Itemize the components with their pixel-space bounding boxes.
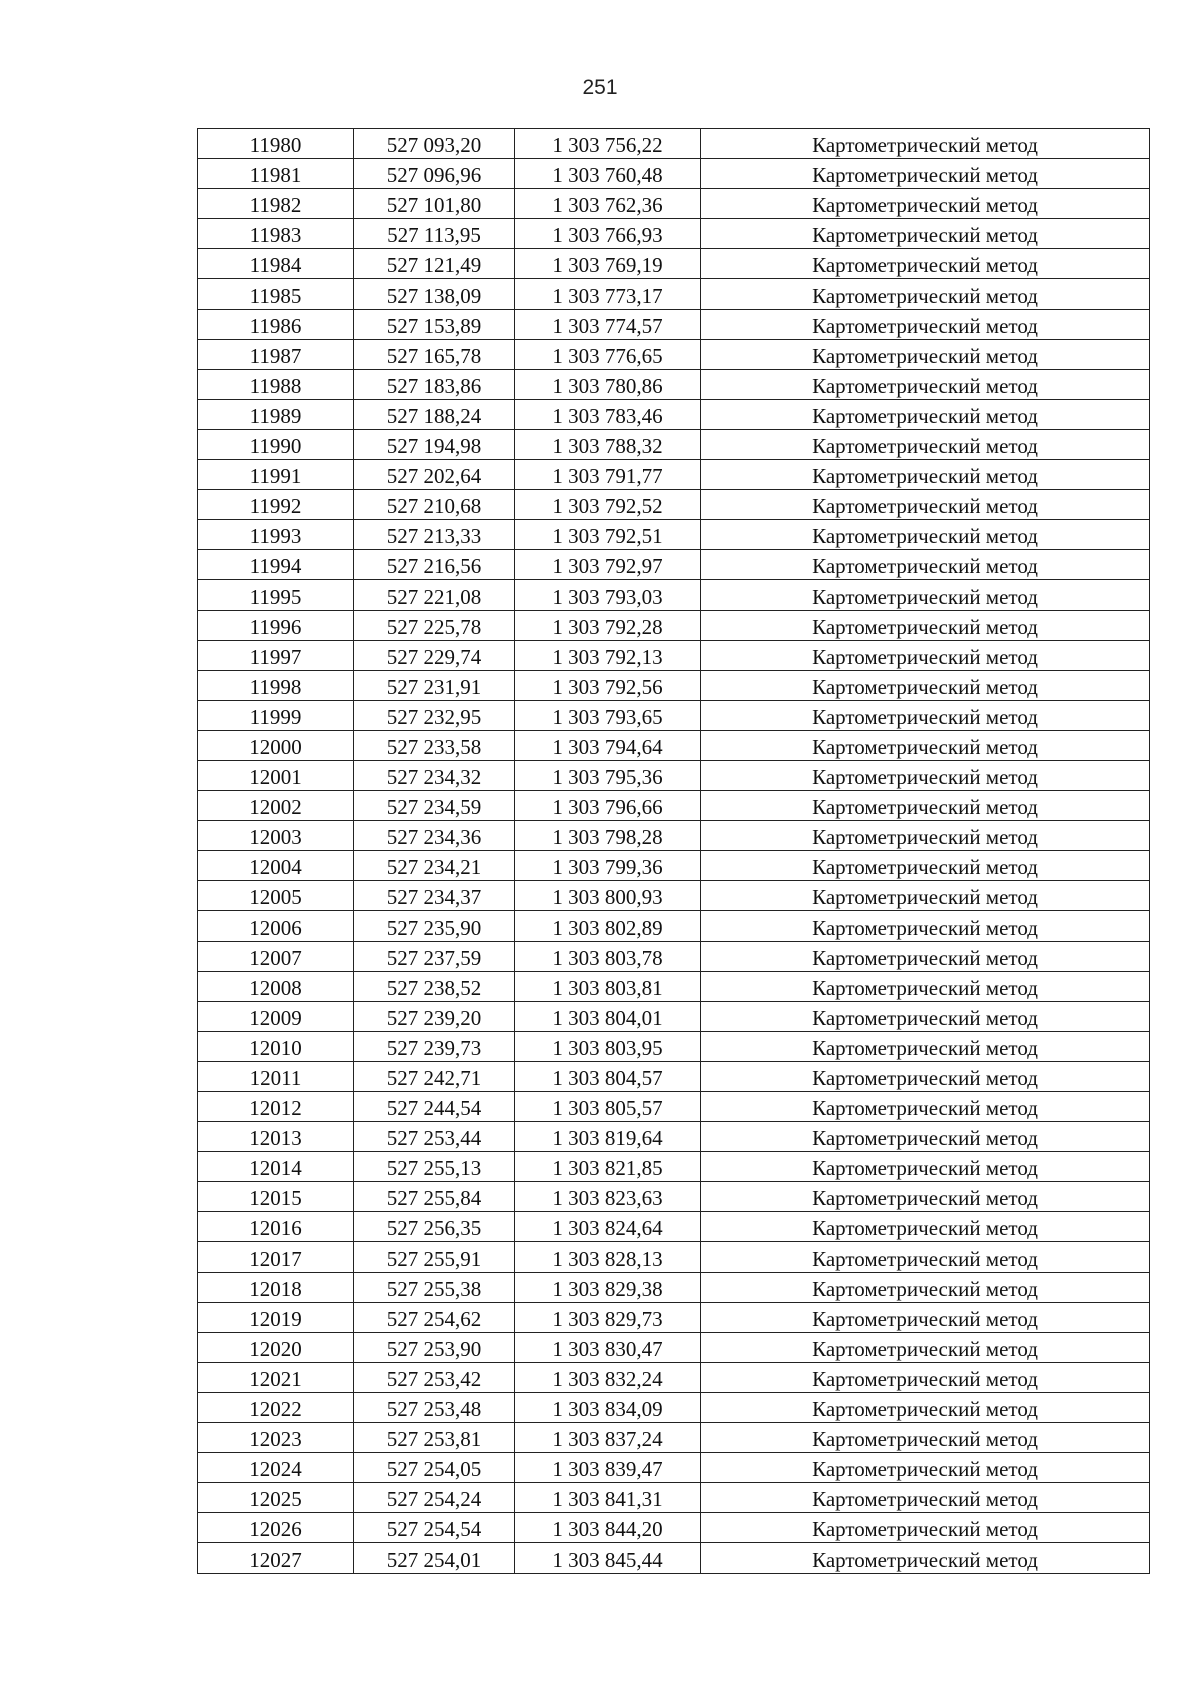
table-row <box>198 1392 1150 1422</box>
point-number-cell: 11987 <box>198 339 354 369</box>
table-row <box>198 159 1150 189</box>
x-coordinate-cell: 527 239,73 <box>354 1031 515 1061</box>
method-cell: Картометрический метод <box>701 1061 1150 1091</box>
y-coordinate-cell: 1 303 795,36 <box>515 760 701 790</box>
table-row <box>198 1302 1150 1332</box>
point-number-cell: 12002 <box>198 791 354 821</box>
x-coordinate-cell: 527 234,59 <box>354 791 515 821</box>
x-coordinate-cell: 527 231,91 <box>354 670 515 700</box>
point-number-cell: 12024 <box>198 1453 354 1483</box>
x-coordinate-cell: 527 202,64 <box>354 460 515 490</box>
method-cell: Картометрический метод <box>701 1453 1150 1483</box>
x-coordinate-cell: 527 183,86 <box>354 369 515 399</box>
y-coordinate-cell: 1 303 832,24 <box>515 1362 701 1392</box>
method-cell: Картометрический метод <box>701 279 1150 309</box>
method-cell: Картометрический метод <box>701 1332 1150 1362</box>
point-number-cell: 12014 <box>198 1152 354 1182</box>
x-coordinate-cell: 527 138,09 <box>354 279 515 309</box>
x-coordinate-cell: 527 254,24 <box>354 1483 515 1513</box>
y-coordinate-cell: 1 303 841,31 <box>515 1483 701 1513</box>
method-cell: Картометрический метод <box>701 249 1150 279</box>
point-number-cell: 11997 <box>198 640 354 670</box>
method-cell: Картометрический метод <box>701 159 1150 189</box>
method-cell: Картометрический метод <box>701 610 1150 640</box>
y-coordinate-cell: 1 303 792,28 <box>515 610 701 640</box>
point-number-cell: 11991 <box>198 460 354 490</box>
y-coordinate-cell: 1 303 829,73 <box>515 1302 701 1332</box>
y-coordinate-cell: 1 303 844,20 <box>515 1513 701 1543</box>
table-row <box>198 1513 1150 1543</box>
x-coordinate-cell: 527 237,59 <box>354 941 515 971</box>
point-number-cell: 11981 <box>198 159 354 189</box>
x-coordinate-cell: 527 101,80 <box>354 189 515 219</box>
table-row <box>198 1543 1150 1573</box>
point-number-cell: 12010 <box>198 1031 354 1061</box>
point-number-cell: 12011 <box>198 1061 354 1091</box>
point-number-cell: 12018 <box>198 1272 354 1302</box>
method-cell: Картометрический метод <box>701 429 1150 459</box>
point-number-cell: 12013 <box>198 1122 354 1152</box>
table-row <box>198 189 1150 219</box>
y-coordinate-cell: 1 303 762,36 <box>515 189 701 219</box>
y-coordinate-cell: 1 303 839,47 <box>515 1453 701 1483</box>
x-coordinate-cell: 527 233,58 <box>354 730 515 760</box>
point-number-cell: 12008 <box>198 971 354 1001</box>
method-cell: Картометрический метод <box>701 941 1150 971</box>
point-number-cell: 12021 <box>198 1362 354 1392</box>
point-number-cell: 12027 <box>198 1543 354 1573</box>
y-coordinate-cell: 1 303 805,57 <box>515 1092 701 1122</box>
table-row <box>198 610 1150 640</box>
table-row <box>198 1362 1150 1392</box>
x-coordinate-cell: 527 232,95 <box>354 700 515 730</box>
table-row <box>198 911 1150 941</box>
x-coordinate-cell: 527 113,95 <box>354 219 515 249</box>
point-number-cell: 11982 <box>198 189 354 219</box>
table-row <box>198 1061 1150 1091</box>
table-row <box>198 580 1150 610</box>
x-coordinate-cell: 527 093,20 <box>354 129 515 159</box>
point-number-cell: 11996 <box>198 610 354 640</box>
y-coordinate-cell: 1 303 800,93 <box>515 881 701 911</box>
point-number-cell: 12026 <box>198 1513 354 1543</box>
y-coordinate-cell: 1 303 803,95 <box>515 1031 701 1061</box>
x-coordinate-cell: 527 096,96 <box>354 159 515 189</box>
y-coordinate-cell: 1 303 804,01 <box>515 1001 701 1031</box>
point-number-cell: 12000 <box>198 730 354 760</box>
method-cell: Картометрический метод <box>701 1212 1150 1242</box>
point-number-cell: 11989 <box>198 399 354 429</box>
x-coordinate-cell: 527 254,01 <box>354 1543 515 1573</box>
x-coordinate-cell: 527 121,49 <box>354 249 515 279</box>
point-number-cell: 12012 <box>198 1092 354 1122</box>
y-coordinate-cell: 1 303 773,17 <box>515 279 701 309</box>
x-coordinate-cell: 527 234,32 <box>354 760 515 790</box>
y-coordinate-cell: 1 303 788,32 <box>515 429 701 459</box>
y-coordinate-cell: 1 303 798,28 <box>515 821 701 851</box>
point-number-cell: 12019 <box>198 1302 354 1332</box>
method-cell: Картометрический метод <box>701 730 1150 760</box>
method-cell: Картометрический метод <box>701 550 1150 580</box>
table-row <box>198 1092 1150 1122</box>
y-coordinate-cell: 1 303 837,24 <box>515 1423 701 1453</box>
y-coordinate-cell: 1 303 845,44 <box>515 1543 701 1573</box>
table-row <box>198 1152 1150 1182</box>
method-cell: Картометрический метод <box>701 851 1150 881</box>
method-cell: Картометрический метод <box>701 369 1150 399</box>
method-cell: Картометрический метод <box>701 881 1150 911</box>
y-coordinate-cell: 1 303 783,46 <box>515 399 701 429</box>
point-number-cell: 12016 <box>198 1212 354 1242</box>
method-cell: Картометрический метод <box>701 760 1150 790</box>
table-row <box>198 821 1150 851</box>
method-cell: Картометрический метод <box>701 189 1150 219</box>
table-row <box>198 1182 1150 1212</box>
table-row <box>198 760 1150 790</box>
x-coordinate-cell: 527 239,20 <box>354 1001 515 1031</box>
y-coordinate-cell: 1 303 796,66 <box>515 791 701 821</box>
table-row <box>198 550 1150 580</box>
x-coordinate-cell: 527 256,35 <box>354 1212 515 1242</box>
x-coordinate-cell: 527 225,78 <box>354 610 515 640</box>
point-number-cell: 11983 <box>198 219 354 249</box>
method-cell: Картометрический метод <box>701 339 1150 369</box>
table-row <box>198 339 1150 369</box>
table-row <box>198 1242 1150 1272</box>
method-cell: Картометрический метод <box>701 1152 1150 1182</box>
x-coordinate-cell: 527 253,42 <box>354 1362 515 1392</box>
x-coordinate-cell: 527 253,48 <box>354 1392 515 1422</box>
y-coordinate-cell: 1 303 769,19 <box>515 249 701 279</box>
x-coordinate-cell: 527 213,33 <box>354 520 515 550</box>
point-number-cell: 11992 <box>198 490 354 520</box>
table-row <box>198 881 1150 911</box>
y-coordinate-cell: 1 303 829,38 <box>515 1272 701 1302</box>
point-number-cell: 12004 <box>198 851 354 881</box>
method-cell: Картометрический метод <box>701 1031 1150 1061</box>
table-row <box>198 520 1150 550</box>
point-number-cell: 11985 <box>198 279 354 309</box>
x-coordinate-cell: 527 188,24 <box>354 399 515 429</box>
method-cell: Картометрический метод <box>701 1092 1150 1122</box>
point-number-cell: 12007 <box>198 941 354 971</box>
method-cell: Картометрический метод <box>701 520 1150 550</box>
point-number-cell: 11990 <box>198 429 354 459</box>
x-coordinate-cell: 527 253,44 <box>354 1122 515 1152</box>
point-number-cell: 11998 <box>198 670 354 700</box>
method-cell: Картометрический метод <box>701 640 1150 670</box>
point-number-cell: 12023 <box>198 1423 354 1453</box>
table-row <box>198 941 1150 971</box>
table-row <box>198 1423 1150 1453</box>
table-row <box>198 399 1150 429</box>
point-number-cell: 12001 <box>198 760 354 790</box>
table-row <box>198 249 1150 279</box>
x-coordinate-cell: 527 242,71 <box>354 1061 515 1091</box>
point-number-cell: 11988 <box>198 369 354 399</box>
method-cell: Картометрический метод <box>701 700 1150 730</box>
method-cell: Картометрический метод <box>701 1483 1150 1513</box>
x-coordinate-cell: 527 244,54 <box>354 1092 515 1122</box>
x-coordinate-cell: 527 255,38 <box>354 1272 515 1302</box>
table-row <box>198 730 1150 760</box>
method-cell: Картометрический метод <box>701 460 1150 490</box>
method-cell: Картометрический метод <box>701 490 1150 520</box>
method-cell: Картометрический метод <box>701 219 1150 249</box>
x-coordinate-cell: 527 253,81 <box>354 1423 515 1453</box>
method-cell: Картометрический метод <box>701 1182 1150 1212</box>
x-coordinate-cell: 527 254,05 <box>354 1453 515 1483</box>
point-number-cell: 12015 <box>198 1182 354 1212</box>
table-row <box>198 670 1150 700</box>
y-coordinate-cell: 1 303 803,81 <box>515 971 701 1001</box>
point-number-cell: 12025 <box>198 1483 354 1513</box>
method-cell: Картометрический метод <box>701 670 1150 700</box>
y-coordinate-cell: 1 303 793,65 <box>515 700 701 730</box>
point-number-cell: 11980 <box>198 129 354 159</box>
point-number-cell: 12005 <box>198 881 354 911</box>
page-number: 251 <box>582 76 618 99</box>
y-coordinate-cell: 1 303 776,65 <box>515 339 701 369</box>
y-coordinate-cell: 1 303 774,57 <box>515 309 701 339</box>
y-coordinate-cell: 1 303 823,63 <box>515 1182 701 1212</box>
x-coordinate-cell: 527 254,54 <box>354 1513 515 1543</box>
x-coordinate-cell: 527 210,68 <box>354 490 515 520</box>
method-cell: Картометрический метод <box>701 129 1150 159</box>
x-coordinate-cell: 527 221,08 <box>354 580 515 610</box>
table-row <box>198 309 1150 339</box>
y-coordinate-cell: 1 303 802,89 <box>515 911 701 941</box>
method-cell: Картометрический метод <box>701 1302 1150 1332</box>
y-coordinate-cell: 1 303 792,13 <box>515 640 701 670</box>
method-cell: Картометрический метод <box>701 1513 1150 1543</box>
point-number-cell: 11995 <box>198 580 354 610</box>
table-row <box>198 640 1150 670</box>
table-row <box>198 1001 1150 1031</box>
table-row <box>198 219 1150 249</box>
table-row <box>198 851 1150 881</box>
coordinates-table <box>197 128 1150 1574</box>
method-cell: Картометрический метод <box>701 791 1150 821</box>
point-number-cell: 11986 <box>198 309 354 339</box>
x-coordinate-cell: 527 255,13 <box>354 1152 515 1182</box>
table-row <box>198 971 1150 1001</box>
y-coordinate-cell: 1 303 804,57 <box>515 1061 701 1091</box>
table-row <box>198 1031 1150 1061</box>
table-row <box>198 700 1150 730</box>
y-coordinate-cell: 1 303 821,85 <box>515 1152 701 1182</box>
method-cell: Картометрический метод <box>701 580 1150 610</box>
point-number-cell: 12017 <box>198 1242 354 1272</box>
point-number-cell: 12003 <box>198 821 354 851</box>
point-number-cell: 11999 <box>198 700 354 730</box>
x-coordinate-cell: 527 165,78 <box>354 339 515 369</box>
y-coordinate-cell: 1 303 799,36 <box>515 851 701 881</box>
table-row <box>198 791 1150 821</box>
table-row <box>198 1122 1150 1152</box>
y-coordinate-cell: 1 303 834,09 <box>515 1392 701 1422</box>
method-cell: Картометрический метод <box>701 1272 1150 1302</box>
y-coordinate-cell: 1 303 794,64 <box>515 730 701 760</box>
method-cell: Картометрический метод <box>701 1543 1150 1573</box>
y-coordinate-cell: 1 303 792,51 <box>515 520 701 550</box>
y-coordinate-cell: 1 303 792,97 <box>515 550 701 580</box>
y-coordinate-cell: 1 303 780,86 <box>515 369 701 399</box>
table-row <box>198 490 1150 520</box>
x-coordinate-cell: 527 234,37 <box>354 881 515 911</box>
y-coordinate-cell: 1 303 792,52 <box>515 490 701 520</box>
table-row <box>198 1272 1150 1302</box>
coordinates-table-body <box>198 129 1150 1574</box>
y-coordinate-cell: 1 303 830,47 <box>515 1332 701 1362</box>
x-coordinate-cell: 527 255,91 <box>354 1242 515 1272</box>
x-coordinate-cell: 527 216,56 <box>354 550 515 580</box>
y-coordinate-cell: 1 303 756,22 <box>515 129 701 159</box>
method-cell: Картометрический метод <box>701 911 1150 941</box>
point-number-cell: 11984 <box>198 249 354 279</box>
x-coordinate-cell: 527 153,89 <box>354 309 515 339</box>
point-number-cell: 11994 <box>198 550 354 580</box>
y-coordinate-cell: 1 303 819,64 <box>515 1122 701 1152</box>
x-coordinate-cell: 527 194,98 <box>354 429 515 459</box>
method-cell: Картометрический метод <box>701 1122 1150 1152</box>
table-row <box>198 129 1150 159</box>
x-coordinate-cell: 527 234,21 <box>354 851 515 881</box>
method-cell: Картометрический метод <box>701 1001 1150 1031</box>
y-coordinate-cell: 1 303 793,03 <box>515 580 701 610</box>
y-coordinate-cell: 1 303 760,48 <box>515 159 701 189</box>
y-coordinate-cell: 1 303 803,78 <box>515 941 701 971</box>
method-cell: Картометрический метод <box>701 1362 1150 1392</box>
method-cell: Картометрический метод <box>701 1242 1150 1272</box>
x-coordinate-cell: 527 235,90 <box>354 911 515 941</box>
point-number-cell: 12020 <box>198 1332 354 1362</box>
table-row <box>198 1332 1150 1362</box>
table-row <box>198 429 1150 459</box>
x-coordinate-cell: 527 238,52 <box>354 971 515 1001</box>
table-row <box>198 1453 1150 1483</box>
y-coordinate-cell: 1 303 792,56 <box>515 670 701 700</box>
y-coordinate-cell: 1 303 766,93 <box>515 219 701 249</box>
point-number-cell: 12006 <box>198 911 354 941</box>
method-cell: Картометрический метод <box>701 399 1150 429</box>
table-row <box>198 1212 1150 1242</box>
y-coordinate-cell: 1 303 824,64 <box>515 1212 701 1242</box>
method-cell: Картометрический метод <box>701 971 1150 1001</box>
x-coordinate-cell: 527 255,84 <box>354 1182 515 1212</box>
method-cell: Картометрический метод <box>701 1392 1150 1422</box>
table-row <box>198 369 1150 399</box>
table-row <box>198 460 1150 490</box>
table-row <box>198 1483 1150 1513</box>
point-number-cell: 11993 <box>198 520 354 550</box>
x-coordinate-cell: 527 253,90 <box>354 1332 515 1362</box>
point-number-cell: 12022 <box>198 1392 354 1422</box>
y-coordinate-cell: 1 303 791,77 <box>515 460 701 490</box>
x-coordinate-cell: 527 229,74 <box>354 640 515 670</box>
table-row <box>198 279 1150 309</box>
method-cell: Картометрический метод <box>701 309 1150 339</box>
x-coordinate-cell: 527 254,62 <box>354 1302 515 1332</box>
method-cell: Картометрический метод <box>701 1423 1150 1453</box>
y-coordinate-cell: 1 303 828,13 <box>515 1242 701 1272</box>
point-number-cell: 12009 <box>198 1001 354 1031</box>
x-coordinate-cell: 527 234,36 <box>354 821 515 851</box>
method-cell: Картометрический метод <box>701 821 1150 851</box>
